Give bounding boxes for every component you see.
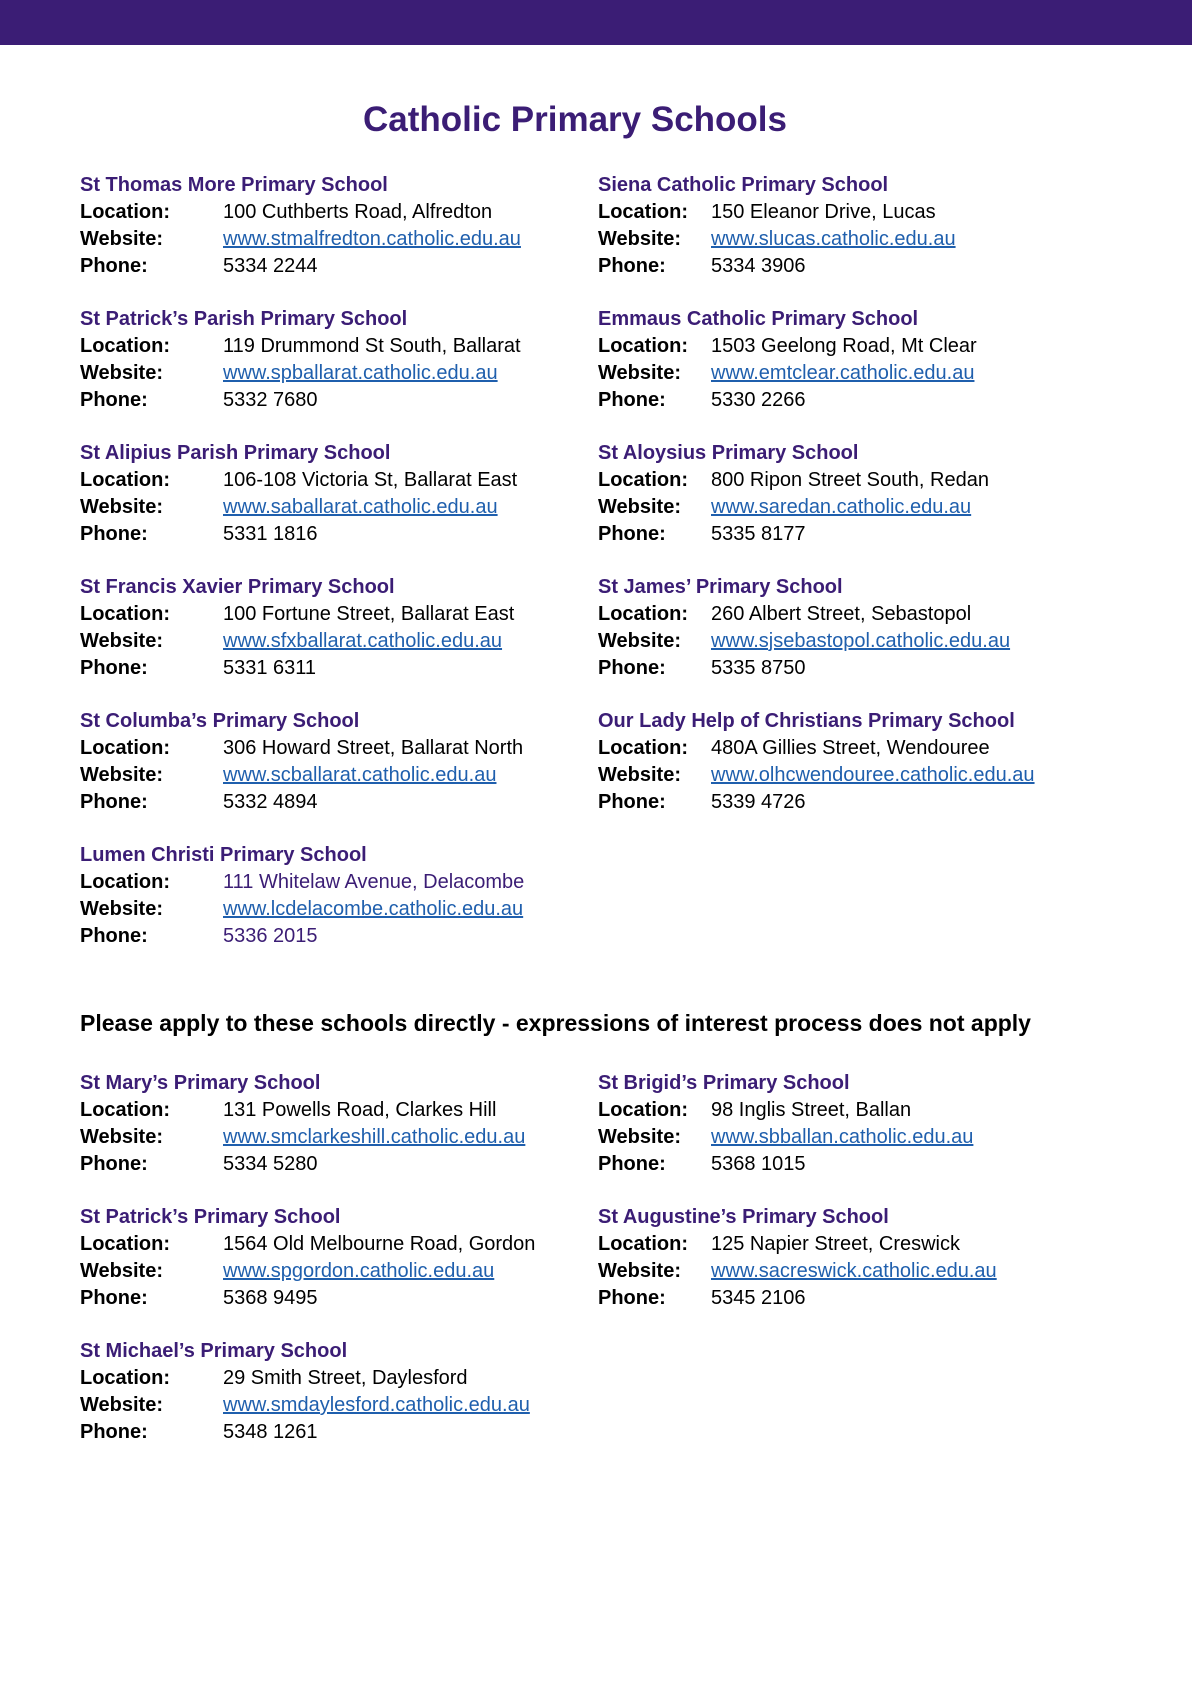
phone-row [80, 1151, 598, 1178]
location-value: 125 Napier Street, Creswick [711, 1233, 960, 1255]
school-name: Lumen Christi Primary School [80, 844, 367, 866]
school-name: Emmaus Catholic Primary School [598, 308, 919, 330]
website-label: Website: [80, 630, 163, 652]
website-link[interactable]: www.smdaylesford.catholic.edu.au [223, 1394, 530, 1416]
phone-row [80, 789, 598, 816]
school-name: Siena Catholic Primary School [598, 174, 889, 196]
phone-row [598, 253, 1116, 280]
location-label: Location: [598, 201, 688, 223]
website-label: Website: [598, 1126, 681, 1148]
location-row [80, 601, 598, 628]
school-card [80, 574, 598, 708]
location-value: 480A Gillies Street, Wendouree [711, 737, 990, 759]
location-value: 260 Albert Street, Sebastopol [711, 603, 972, 625]
location-value: 800 Ripon Street South, Redan [711, 469, 989, 491]
phone-value: 5332 7680 [223, 389, 318, 411]
phone-label: Phone: [80, 1287, 148, 1309]
website-label: Website: [80, 898, 163, 920]
location-row [598, 601, 1116, 628]
location-row [598, 1097, 1116, 1124]
location-row [80, 467, 598, 494]
location-row [80, 199, 598, 226]
location-label: Location: [598, 1099, 688, 1121]
website-row [598, 226, 1116, 253]
phone-label: Phone: [80, 523, 148, 545]
school-card [80, 172, 598, 306]
school-card [80, 440, 598, 574]
location-label: Location: [80, 1233, 170, 1255]
website-row [80, 494, 598, 521]
location-label: Location: [80, 335, 170, 357]
school-card [80, 1070, 598, 1204]
phone-row [80, 1419, 598, 1446]
website-link[interactable]: www.sbballan.catholic.edu.au [711, 1126, 974, 1148]
direct-apply-notice: Please apply to these schools directly - expressions of interest process does not apply [80, 1010, 1031, 1036]
location-label: Location: [598, 1233, 688, 1255]
website-row [598, 494, 1116, 521]
website-label: Website: [80, 1394, 163, 1416]
school-name: St Michael’s Primary School [80, 1340, 348, 1362]
website-link[interactable]: www.slucas.catholic.edu.au [711, 228, 956, 250]
school-list-direct [80, 1070, 1140, 1472]
school-name: St Brigid’s Primary School [598, 1072, 850, 1094]
school-name: St Patrick’s Primary School [80, 1206, 341, 1228]
website-row [80, 762, 598, 789]
school-name: St Alipius Parish Primary School [80, 442, 391, 464]
phone-value: 5334 3906 [711, 255, 806, 277]
phone-label: Phone: [598, 1287, 666, 1309]
location-value: 1503 Geelong Road, Mt Clear [711, 335, 977, 357]
phone-label: Phone: [80, 255, 148, 277]
phone-value: 5331 1816 [223, 523, 318, 545]
phone-row [80, 1285, 598, 1312]
location-label: Location: [80, 737, 170, 759]
location-row [598, 333, 1116, 360]
phone-label: Phone: [80, 657, 148, 679]
school-name: St Thomas More Primary School [80, 174, 388, 196]
school-card [80, 1338, 598, 1472]
phone-label: Phone: [598, 1153, 666, 1175]
school-card [80, 1204, 598, 1338]
phone-label: Phone: [80, 791, 148, 813]
website-row [80, 1124, 598, 1151]
location-row [598, 735, 1116, 762]
phone-row [598, 789, 1116, 816]
school-name: St Francis Xavier Primary School [80, 576, 395, 598]
location-label: Location: [598, 469, 688, 491]
page-title: Catholic Primary Schools [362, 100, 788, 139]
location-label: Location: [80, 469, 170, 491]
website-link[interactable]: www.saredan.catholic.edu.au [711, 496, 972, 518]
location-row [80, 1097, 598, 1124]
location-label: Location: [80, 603, 170, 625]
school-name: St Augustine’s Primary School [598, 1206, 889, 1228]
location-row [598, 467, 1116, 494]
website-label: Website: [80, 1260, 163, 1282]
location-label: Location: [80, 1367, 170, 1389]
location-value: 306 Howard Street, Ballarat North [223, 737, 524, 759]
website-label: Website: [598, 362, 681, 384]
location-label: Location: [598, 603, 688, 625]
school-name: St Mary’s Primary School [80, 1072, 321, 1094]
phone-row [80, 387, 598, 414]
phone-value: 5334 5280 [223, 1153, 318, 1175]
phone-row [598, 1285, 1116, 1312]
phone-label: Phone: [80, 1421, 148, 1443]
website-row [80, 1392, 598, 1419]
website-row [598, 762, 1116, 789]
phone-value: 5331 6311 [223, 657, 317, 679]
website-row [598, 628, 1116, 655]
location-value: 150 Eleanor Drive, Lucas [711, 201, 936, 223]
phone-row [598, 387, 1116, 414]
phone-label: Phone: [598, 523, 666, 545]
website-label: Website: [80, 764, 163, 786]
phone-label: Phone: [598, 255, 666, 277]
website-label: Website: [598, 764, 681, 786]
phone-value: 5332 4894 [223, 791, 318, 813]
phone-row [80, 521, 598, 548]
school-card [598, 440, 1116, 574]
school-name: Our Lady Help of Christians Primary School [598, 710, 1015, 732]
website-link[interactable]: www.emtclear.catholic.edu.au [711, 362, 975, 384]
school-card [80, 306, 598, 440]
website-link[interactable]: www.scballarat.catholic.edu.au [223, 764, 497, 786]
school-name: St Patrick’s Parish Primary School [80, 308, 408, 330]
school-list-main [80, 172, 1140, 976]
location-label: Location: [598, 737, 688, 759]
phone-label: Phone: [80, 1153, 148, 1175]
phone-value: 5335 8177 [711, 523, 806, 545]
phone-label: Phone: [598, 791, 666, 813]
phone-value: 5330 2266 [711, 389, 806, 411]
phone-label: Phone: [80, 389, 148, 411]
website-label: Website: [80, 496, 163, 518]
website-label: Website: [598, 496, 681, 518]
phone-value: 5335 8750 [711, 657, 806, 679]
phone-value: 5336 2015 [223, 925, 318, 947]
website-row [80, 896, 598, 923]
website-link[interactable]: www.spballarat.catholic.edu.au [223, 362, 498, 384]
location-row [80, 735, 598, 762]
location-value: 106-108 Victoria St, Ballarat East [223, 469, 518, 491]
school-name: St Aloysius Primary School [598, 442, 859, 464]
location-label: Location: [80, 201, 170, 223]
phone-row [598, 1151, 1116, 1178]
phone-row [598, 521, 1116, 548]
phone-row [80, 253, 598, 280]
phone-value: 5348 1261 [223, 1421, 318, 1443]
school-card [80, 842, 598, 976]
website-label: Website: [80, 362, 163, 384]
location-value: 29 Smith Street, Daylesford [223, 1367, 468, 1389]
website-row [80, 360, 598, 387]
school-card [598, 708, 1116, 842]
location-value: 119 Drummond St South, Ballarat [223, 335, 521, 357]
phone-value: 5339 4726 [711, 791, 806, 813]
phone-row [80, 923, 598, 950]
phone-row [598, 655, 1116, 682]
website-link[interactable]: www.spgordon.catholic.edu.au [223, 1260, 495, 1282]
website-row [598, 1258, 1116, 1285]
website-label: Website: [598, 228, 681, 250]
website-label: Website: [80, 1126, 163, 1148]
location-row [80, 869, 598, 896]
website-label: Website: [598, 630, 681, 652]
phone-value: 5368 9495 [223, 1287, 318, 1309]
phone-row [80, 655, 598, 682]
location-row [80, 1365, 598, 1392]
school-card [80, 708, 598, 842]
website-label: Website: [598, 1260, 681, 1282]
school-card [598, 172, 1116, 306]
phone-label: Phone: [80, 925, 148, 947]
website-link[interactable]: www.olhcwendouree.catholic.edu.au [711, 764, 1035, 786]
location-value: 100 Cuthberts Road, Alfredton [223, 201, 493, 223]
location-value: 131 Powells Road, Clarkes Hill [223, 1099, 497, 1121]
website-link[interactable]: www.lcdelacombe.catholic.edu.au [223, 898, 524, 920]
school-card [598, 1204, 1116, 1338]
location-label: Location: [80, 871, 170, 893]
website-label: Website: [80, 228, 163, 250]
location-value: 100 Fortune Street, Ballarat East [223, 603, 515, 625]
website-row [80, 1258, 598, 1285]
website-row [598, 1124, 1116, 1151]
phone-value: 5345 2106 [711, 1287, 806, 1309]
location-row [80, 333, 598, 360]
website-link[interactable]: www.stmalfredton.catholic.edu.au [223, 228, 521, 250]
website-link[interactable]: www.sfxballarat.catholic.edu.au [223, 630, 503, 652]
header-bar [0, 0, 1192, 45]
phone-label: Phone: [598, 389, 666, 411]
website-link[interactable]: www.sacreswick.catholic.edu.au [711, 1260, 997, 1282]
school-card [598, 574, 1116, 708]
phone-value: 5368 1015 [711, 1153, 806, 1175]
location-row [80, 1231, 598, 1258]
school-card [598, 1070, 1116, 1204]
location-value: 111 Whitelaw Avenue, Delacombe [223, 871, 525, 893]
website-row [80, 226, 598, 253]
location-value: 1564 Old Melbourne Road, Gordon [223, 1233, 536, 1255]
website-link[interactable]: www.sjsebastopol.catholic.edu.au [711, 630, 1011, 652]
website-link[interactable]: www.saballarat.catholic.edu.au [223, 496, 498, 518]
school-card [598, 306, 1116, 440]
location-row [598, 1231, 1116, 1258]
school-name: St James’ Primary School [598, 576, 843, 598]
website-row [598, 360, 1116, 387]
website-row [80, 628, 598, 655]
location-value: 98 Inglis Street, Ballan [711, 1099, 912, 1121]
location-label: Location: [80, 1099, 170, 1121]
school-name: St Columba’s Primary School [80, 710, 360, 732]
phone-label: Phone: [598, 657, 666, 679]
location-row [598, 199, 1116, 226]
website-link[interactable]: www.smclarkeshill.catholic.edu.au [223, 1126, 526, 1148]
phone-value: 5334 2244 [223, 255, 318, 277]
location-label: Location: [598, 335, 688, 357]
